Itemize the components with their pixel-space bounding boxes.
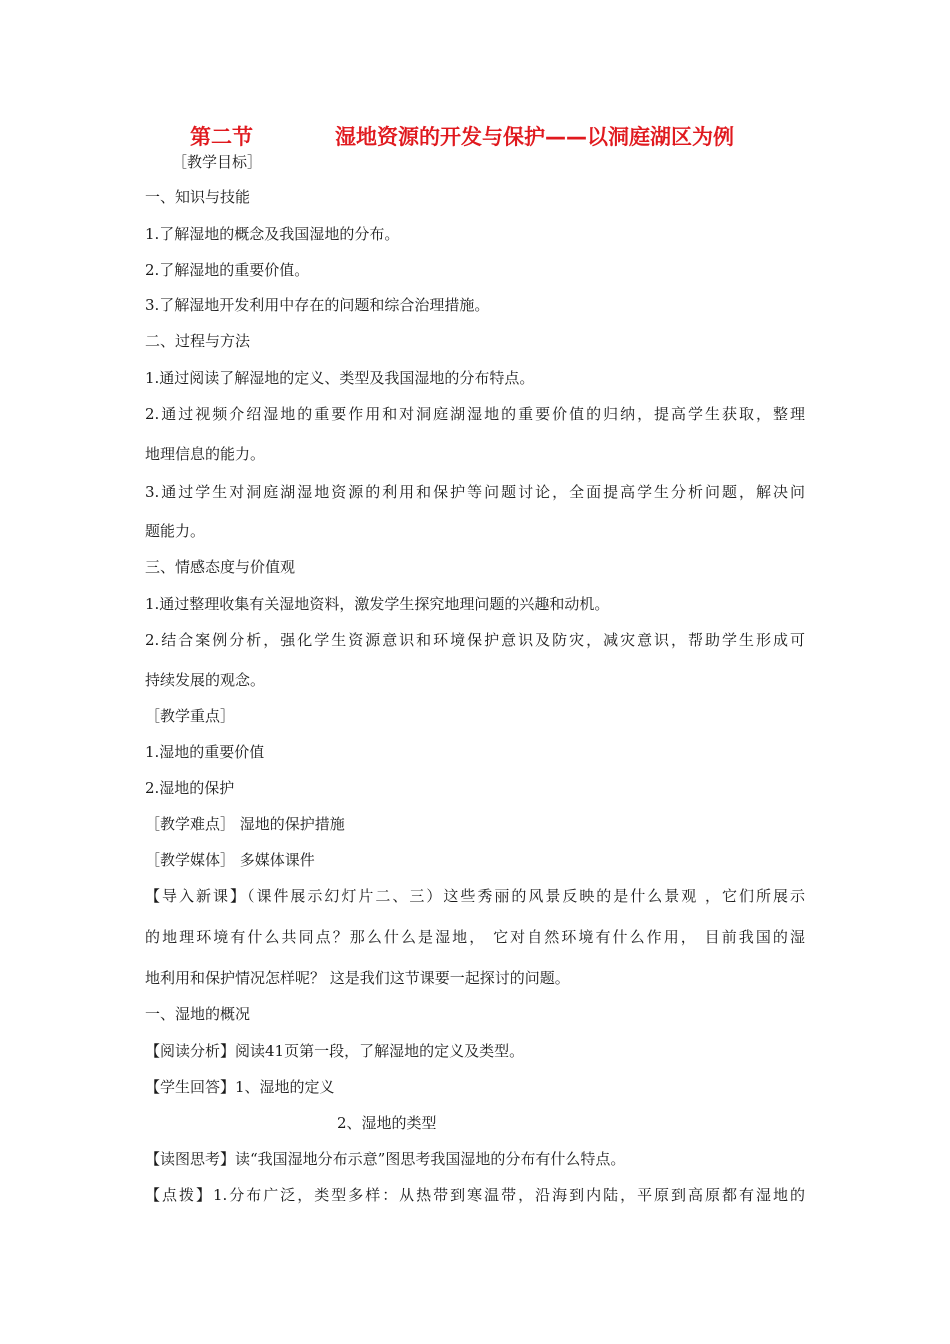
process-item-2: 2.通过视频介绍湿地的重要作用和对洞庭湖湿地的重要价值的归纳，提高学生获取，整理 bbox=[145, 405, 805, 423]
knowledge-item-2: 2.了解湿地的重要价值。 bbox=[145, 261, 310, 279]
heading-wetland-overview: 一、湿地的概况 bbox=[145, 1005, 251, 1023]
intro-paragraph-line-1: 【导入新课】（课件展示幻灯片二、三）这些秀丽的风景反映的是什么景观 ，它们所展示 bbox=[145, 887, 805, 905]
map-reading-question: 【读图思考】读“我国湿地分布示意”图思考我国湿地的分布有什么特点。 bbox=[145, 1150, 626, 1168]
section-heading: 湿地资源的开发与保护——以洞庭湖区为例 bbox=[335, 125, 734, 149]
attitude-item-2: 2.结合案例分析，强化学生资源意识和环境保护意识及防灾，减灾意识，帮助学生形成可 bbox=[145, 631, 805, 649]
heading-process-methods: 二、过程与方法 bbox=[145, 332, 251, 350]
student-answer-2: 2、湿地的类型 bbox=[337, 1114, 437, 1132]
knowledge-item-3: 3.了解湿地开发利用中存在的问题和综合治理措施。 bbox=[145, 296, 490, 314]
knowledge-item-1: 1.了解湿地的概念及我国湿地的分布。 bbox=[145, 225, 400, 243]
section-number: 第二节 bbox=[190, 125, 253, 149]
key-point-1: 1.湿地的重要价值 bbox=[145, 743, 265, 761]
attitude-item-1: 1.通过整理收集有关湿地资料，激发学生探究地理问题的兴趣和动机。 bbox=[145, 595, 610, 613]
heading-knowledge-skills: 一、知识与技能 bbox=[145, 188, 251, 206]
guidance-line-1: 【点拨】1.分布广泛，类型多样：从热带到寒温带，沿海到内陆，平原到高原都有湿地的 bbox=[145, 1186, 805, 1204]
attitude-item-2-cont: 持续发展的观念。 bbox=[145, 671, 266, 689]
heading-attitudes-values: 三、情感态度与价值观 bbox=[145, 558, 296, 576]
process-item-1: 1.通过阅读了解湿地的定义、类型及我国湿地的分布特点。 bbox=[145, 369, 535, 387]
teaching-media: ［教学媒体］ 多媒体课件 bbox=[145, 851, 315, 869]
key-point-2: 2.湿地的保护 bbox=[145, 779, 235, 797]
section-title bbox=[0, 122, 950, 152]
student-answer-1: 【学生回答】1、湿地的定义 bbox=[145, 1078, 335, 1096]
difficult-point: ［教学难点］ 湿地的保护措施 bbox=[145, 815, 345, 833]
objectives-label: ［教学目标］ bbox=[172, 153, 263, 171]
key-points-label: ［教学重点］ bbox=[145, 707, 236, 725]
process-item-3: 3.通过学生对洞庭湖湿地资源的利用和保护等问题讨论，全面提高学生分析问题，解决问 bbox=[145, 483, 805, 501]
intro-paragraph-line-2: 的地理环境有什么共同点？那么什么是湿地， 它对自然环境有什么作用， 目前我国的湿 bbox=[145, 928, 805, 946]
reading-analysis: 【阅读分析】阅读41页第一段，了解湿地的定义及类型。 bbox=[145, 1042, 525, 1060]
process-item-3-cont: 题能力。 bbox=[145, 522, 206, 540]
intro-paragraph-line-3: 地利用和保护情况怎样呢？ 这是我们这节课要一起探讨的问题。 bbox=[145, 969, 570, 987]
process-item-2-cont: 地理信息的能力。 bbox=[145, 445, 266, 463]
